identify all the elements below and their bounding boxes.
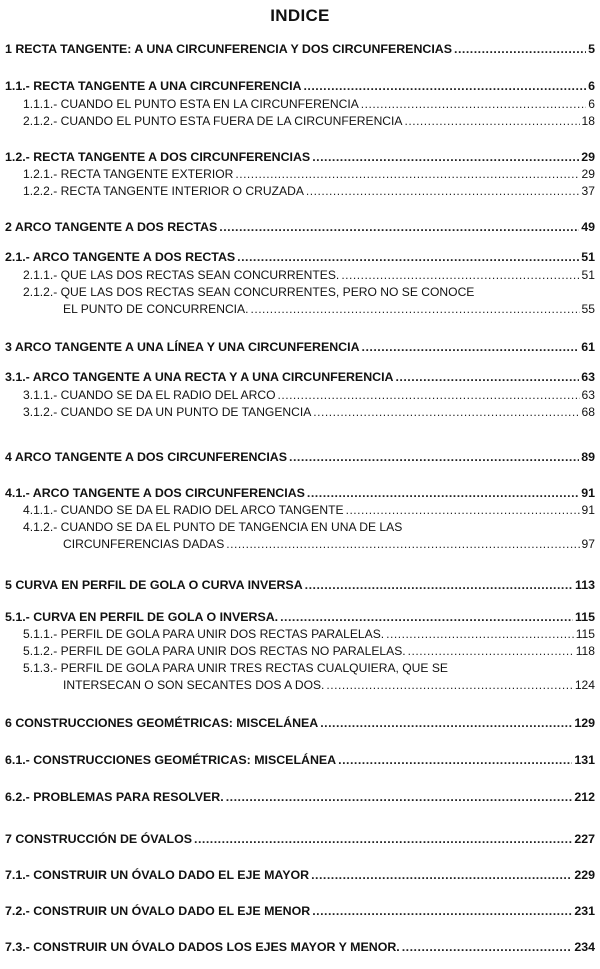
dot-leader [395, 370, 579, 384]
toc-entry [23, 520, 595, 534]
toc-page-number: 212 [574, 790, 595, 804]
toc-entry-text: 3.1.2.- CUANDO SE DA UN PUNTO DE TANGENCIA [23, 405, 312, 419]
toc-entry [5, 250, 595, 264]
dot-leader [194, 832, 572, 846]
toc-entry-text: 7 CONSTRUCCIÓN DE ÓVALOS [5, 832, 193, 846]
toc-entry [5, 340, 595, 354]
toc-page-number: 5 [588, 42, 595, 56]
toc-entry [5, 450, 595, 464]
dot-leader [408, 644, 574, 658]
toc-entry [5, 868, 595, 882]
dot-leader [320, 716, 572, 730]
toc-entry [5, 370, 595, 384]
toc-page-number: 229 [574, 868, 595, 882]
toc-entry-text: 3 ARCO TANGENTE A UNA LÍNEA Y UNA CIRCUNFERENCIA [5, 340, 360, 354]
toc-page-number: 231 [574, 904, 595, 918]
toc-entry-text: 3.1.1.- CUANDO SE DA EL RADIO DEL ARCO [23, 388, 276, 402]
toc-entry [23, 644, 595, 658]
dot-leader [226, 790, 573, 804]
toc-page-number: 29 [581, 150, 595, 164]
toc-entry-text: 6 CONSTRUCCIONES GEOMÉTRICAS: MISCELÁNEA [5, 716, 319, 730]
toc-entry [5, 610, 595, 624]
dot-leader [307, 486, 579, 500]
toc-entry-text: 1.2.- RECTA TANGENTE A DOS CIRCUNFERENCIAS [5, 150, 311, 164]
toc-page-number: 97 [581, 537, 595, 551]
index-title: INDICE [270, 6, 330, 25]
dot-leader [305, 578, 573, 592]
toc-entry [63, 537, 595, 551]
dot-leader [402, 940, 573, 954]
toc-page-number: 118 [575, 644, 595, 658]
toc-entry-text: 5.1.3.- PERFIL DE GOLA PARA UNIR TRES RECTAS CUALQUIERA, QUE SE [23, 661, 448, 675]
dot-leader [303, 79, 586, 93]
toc-page-number: 89 [581, 450, 595, 464]
toc-entry-text: 5.1.- CURVA EN PERFIL DE GOLA O INVERSA. [5, 610, 279, 624]
toc-entry-text: 1.1.- RECTA TANGENTE A UNA CIRCUNFERENCIA [5, 79, 302, 93]
dot-leader [341, 268, 579, 282]
toc-entry [23, 285, 595, 299]
toc-entry-continuation: CIRCUNFERENCIAS DADAS [63, 537, 225, 551]
toc-page-number: 131 [574, 753, 595, 767]
dot-leader [361, 97, 586, 111]
dot-leader [312, 150, 579, 164]
dot-leader [346, 503, 580, 517]
toc-entry [23, 184, 595, 198]
toc-page-number: 91 [581, 486, 595, 500]
toc-entry [23, 627, 595, 641]
toc-page-number: 68 [581, 405, 595, 419]
toc-page-number: 6 [588, 97, 595, 111]
toc-page-number: 49 [581, 220, 595, 234]
toc-entry-text: 7.3.- CONSTRUIR UN ÓVALO DADOS LOS EJES MAYOR Y MENOR. [5, 940, 400, 954]
dot-leader [386, 627, 574, 641]
toc-entry [5, 42, 595, 56]
toc-entry [5, 832, 595, 846]
toc-entry [23, 388, 595, 402]
dot-leader [338, 753, 572, 767]
toc-entry [5, 940, 595, 954]
toc-page-number: 37 [581, 184, 595, 198]
dot-leader [326, 678, 572, 692]
toc-page-number: 63 [581, 370, 595, 384]
toc-entry-text: 6.2.- PROBLEMAS PARA RESOLVER. [5, 790, 224, 804]
toc-entry [5, 578, 595, 592]
toc-entry [5, 716, 595, 730]
toc-page-number: 129 [574, 716, 595, 730]
toc-page-number: 63 [581, 388, 595, 402]
dot-leader [237, 250, 579, 264]
toc-page-number: 51 [581, 268, 595, 282]
toc-entry [5, 220, 595, 234]
dot-leader [454, 42, 586, 56]
toc-entry [23, 661, 595, 675]
toc-entry-text: 1.2.1.- RECTA TANGENTE EXTERIOR [23, 167, 234, 181]
toc-entry-text: 1 RECTA TANGENTE: A UNA CIRCUNFERENCIA Y DOS CIRCUNFERENCIAS [5, 42, 452, 56]
toc-entry [5, 904, 595, 918]
toc-entry-text: 2.1.2.- CUANDO EL PUNTO ESTA FUERA DE LA CIRCUNFERENCIA [23, 114, 403, 128]
toc-entry-text: 2.1.1.- QUE LAS DOS RECTAS SEAN CONCURRENTES. [23, 268, 340, 282]
toc-entry-continuation: INTERSECAN O SON SECANTES DOS A DOS. [63, 678, 325, 692]
dot-leader [289, 450, 579, 464]
toc-entry-text: 1.1.1.- CUANDO EL PUNTO ESTA EN LA CIRCUNFERENCIA [23, 97, 359, 111]
dot-leader [219, 220, 579, 234]
toc-entry-text: 4.1.2.- CUANDO SE DA EL PUNTO DE TANGENCIA EN UNA DE LAS [23, 520, 403, 534]
toc-page-number: 29 [581, 167, 595, 181]
toc-entry [63, 302, 595, 316]
toc-page-number: 227 [574, 832, 595, 846]
toc-page-number: 234 [574, 940, 595, 954]
toc-entry [5, 790, 595, 804]
toc-entry-text: 4 ARCO TANGENTE A DOS CIRCUNFERENCIAS [5, 450, 288, 464]
toc-page-number: 91 [581, 503, 595, 517]
dot-leader [404, 114, 579, 128]
toc-page-number: 61 [581, 340, 595, 354]
toc-entry-text: 1.2.2.- RECTA TANGENTE INTERIOR O CRUZADA [23, 184, 304, 198]
toc-entry-text: 5.1.2.- PERFIL DE GOLA PARA UNIR DOS RECTAS NO PARALELAS. [23, 644, 406, 658]
dot-leader [250, 302, 579, 316]
toc-entry-text: 7.1.- CONSTRUIR UN ÓVALO DADO EL EJE MAYOR [5, 868, 310, 882]
toc-page-number: 124 [574, 678, 595, 692]
toc-entry [5, 150, 595, 164]
toc-entry-text: 4.1.- ARCO TANGENTE A DOS CIRCUNFERENCIAS [5, 486, 305, 500]
toc-entry [23, 268, 595, 282]
toc-entry [23, 97, 595, 111]
dot-leader [280, 610, 573, 624]
toc-page-number: 113 [575, 578, 595, 592]
toc-entry [23, 503, 595, 517]
toc-entry [5, 79, 595, 93]
toc-page-number: 115 [575, 610, 595, 624]
dot-leader [306, 184, 580, 198]
toc-entry-text: 5.1.1.- PERFIL DE GOLA PARA UNIR DOS RECTAS PARALELAS. [23, 627, 385, 641]
dot-leader [235, 167, 579, 181]
toc-page-number: 18 [581, 114, 595, 128]
toc-entry-text: 3.1.- ARCO TANGENTE A UNA RECTA Y A UNA CIRCUNFERENCIA [5, 370, 394, 384]
toc-entry-continuation: EL PUNTO DE CONCURRENCIA. [63, 302, 249, 316]
dot-leader [313, 405, 579, 419]
toc-entry-text: 2.1.- ARCO TANGENTE A DOS RECTAS [5, 250, 236, 264]
dot-leader [277, 388, 579, 402]
dot-leader [312, 904, 572, 918]
toc-page-number: 115 [575, 627, 595, 641]
toc-entry [23, 405, 595, 419]
toc-entry-text: 2 ARCO TANGENTE A DOS RECTAS [5, 220, 218, 234]
toc-page-number: 55 [581, 302, 595, 316]
toc-entry [63, 678, 595, 692]
toc-page-number: 6 [588, 79, 595, 93]
toc-entry [5, 486, 595, 500]
toc-entry [23, 167, 595, 181]
toc-entry-text: 4.1.1.- CUANDO SE DA EL RADIO DEL ARCO TANGENTE [23, 503, 344, 517]
toc-entry-text: 5 CURVA EN PERFIL DE GOLA O CURVA INVERSA [5, 578, 303, 592]
toc-entry-text: 2.1.2.- QUE LAS DOS RECTAS SEAN CONCURRENTES, PERO NO SE CONOCE [23, 285, 475, 299]
toc-entry [23, 114, 595, 128]
toc-entry-text: 6.1.- CONSTRUCCIONES GEOMÉTRICAS: MISCELÁNEA [5, 753, 337, 767]
dot-leader [226, 537, 579, 551]
toc-entry-text: 7.2.- CONSTRUIR UN ÓVALO DADO EL EJE MENOR [5, 904, 311, 918]
dot-leader [362, 340, 580, 354]
toc-entry [5, 753, 595, 767]
toc-page-number: 51 [581, 250, 595, 264]
dot-leader [311, 868, 572, 882]
